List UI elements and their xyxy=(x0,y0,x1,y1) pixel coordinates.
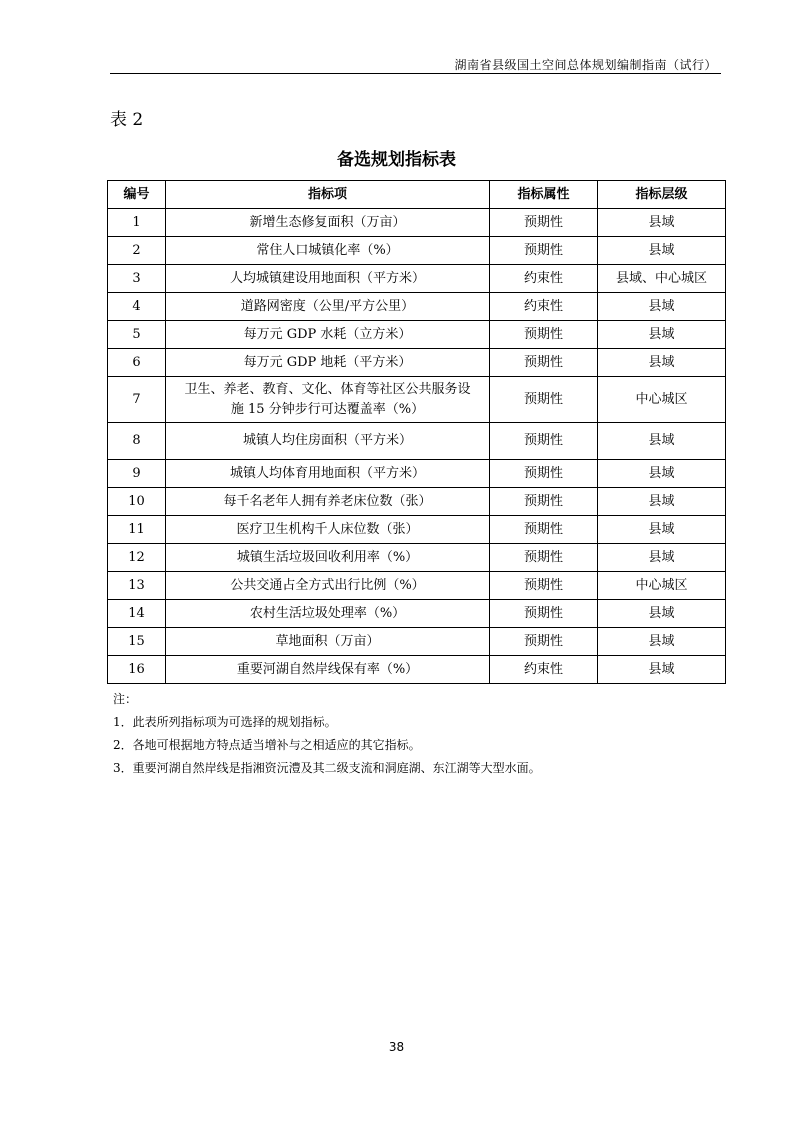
row-number: 5 xyxy=(108,321,166,349)
row-attribute: 预期性 xyxy=(490,237,598,265)
column-header-number: 编号 xyxy=(108,181,166,209)
row-attribute: 预期性 xyxy=(490,488,598,516)
row-item: 重要河湖自然岸线保有率（%） xyxy=(166,656,490,684)
row-item: 每千名老年人拥有养老床位数（张） xyxy=(166,488,490,516)
table-row xyxy=(108,349,726,377)
row-number: 7 xyxy=(108,377,166,423)
table-row xyxy=(108,656,726,684)
row-level: 县域 xyxy=(598,600,726,628)
row-item: 每万元 GDP 地耗（平方米） xyxy=(166,349,490,377)
page-number: 38 xyxy=(388,1040,405,1054)
row-attribute: 预期性 xyxy=(490,572,598,600)
table-row xyxy=(108,293,726,321)
row-number: 2 xyxy=(108,237,166,265)
row-attribute: 约束性 xyxy=(490,265,598,293)
row-level: 县域 xyxy=(598,460,726,488)
table-title: 备选规划指标表 xyxy=(337,150,456,170)
row-number: 3 xyxy=(108,265,166,293)
note-item: 3．重要河湖自然岸线是指湘资沅澧及其二级支流和洞庭湖、东江湖等大型水面。 xyxy=(113,761,541,775)
row-item: 城镇人均住房面积（平方米） xyxy=(166,423,490,460)
row-item: 每万元 GDP 水耗（立方米） xyxy=(166,321,490,349)
row-item xyxy=(166,377,490,423)
row-level: 中心城区 xyxy=(598,572,726,600)
row-number: 16 xyxy=(108,656,166,684)
table-row xyxy=(108,377,726,423)
table-row xyxy=(108,460,726,488)
table-row xyxy=(108,423,726,460)
row-level: 县域 xyxy=(598,516,726,544)
row-level: 中心城区 xyxy=(598,377,726,423)
table-row xyxy=(108,516,726,544)
row-attribute: 预期性 xyxy=(490,349,598,377)
table-row xyxy=(108,600,726,628)
note-item: 1．此表所列指标项为可选择的规划指标。 xyxy=(113,715,337,729)
row-item: 农村生活垃圾处理率（%） xyxy=(166,600,490,628)
column-header-item: 指标项 xyxy=(166,181,490,209)
row-number: 14 xyxy=(108,600,166,628)
table-row xyxy=(108,628,726,656)
row-attribute: 预期性 xyxy=(490,516,598,544)
row-level: 县域 xyxy=(598,237,726,265)
row-item: 城镇生活垃圾回收利用率（%） xyxy=(166,544,490,572)
row-item: 新增生态修复面积（万亩） xyxy=(166,209,490,237)
table-row xyxy=(108,321,726,349)
row-number: 9 xyxy=(108,460,166,488)
notes-heading: 注： xyxy=(113,692,138,706)
row-level: 县域、中心城区 xyxy=(598,265,726,293)
row-item: 城镇人均体育用地面积（平方米） xyxy=(166,460,490,488)
row-number: 15 xyxy=(108,628,166,656)
table-row xyxy=(108,488,726,516)
row-item: 常住人口城镇化率（%） xyxy=(166,237,490,265)
table-row xyxy=(108,209,726,237)
row-number: 4 xyxy=(108,293,166,321)
row-number: 12 xyxy=(108,544,166,572)
table-row xyxy=(108,572,726,600)
row-attribute: 预期性 xyxy=(490,209,598,237)
note-item: 2．各地可根据地方特点适当增补与之相适应的其它指标。 xyxy=(113,738,421,752)
row-item: 草地面积（万亩） xyxy=(166,628,490,656)
row-number: 10 xyxy=(108,488,166,516)
row-attribute: 预期性 xyxy=(490,423,598,460)
running-header: 湖南省县级国土空间总体规划编制指南（试行） xyxy=(454,58,717,72)
row-item: 公共交通占全方式出行比例（%） xyxy=(166,572,490,600)
row-level: 县域 xyxy=(598,209,726,237)
row-level: 县域 xyxy=(598,423,726,460)
row-level: 县域 xyxy=(598,293,726,321)
table-notes xyxy=(113,688,541,780)
row-item: 医疗卫生机构千人床位数（张） xyxy=(166,516,490,544)
row-number: 11 xyxy=(108,516,166,544)
header-rule xyxy=(110,73,721,74)
column-header-level: 指标层级 xyxy=(598,181,726,209)
table-row xyxy=(108,265,726,293)
row-item: 人均城镇建设用地面积（平方米） xyxy=(166,265,490,293)
row-item: 道路网密度（公里/平方公里） xyxy=(166,293,490,321)
row-level: 县域 xyxy=(598,544,726,572)
indicator-table xyxy=(107,180,726,684)
row-level: 县域 xyxy=(598,349,726,377)
row-level: 县域 xyxy=(598,321,726,349)
row-level: 县域 xyxy=(598,656,726,684)
row-attribute: 预期性 xyxy=(490,460,598,488)
table-header-row xyxy=(108,181,726,209)
table-row xyxy=(108,544,726,572)
row-attribute: 预期性 xyxy=(490,321,598,349)
row-attribute: 预期性 xyxy=(490,544,598,572)
row-item-line: 卫生、养老、教育、文化、体育等社区公共服务设 xyxy=(184,381,471,397)
row-attribute: 预期性 xyxy=(490,377,598,423)
table-row xyxy=(108,237,726,265)
row-number: 6 xyxy=(108,349,166,377)
row-attribute: 预期性 xyxy=(490,600,598,628)
row-attribute: 预期性 xyxy=(490,628,598,656)
row-number: 13 xyxy=(108,572,166,600)
row-number: 8 xyxy=(108,423,166,460)
table-label: 表 2 xyxy=(110,110,144,130)
row-item-line: 施 15 分钟步行可达覆盖率（%） xyxy=(230,401,425,417)
row-attribute: 约束性 xyxy=(490,293,598,321)
row-attribute: 约束性 xyxy=(490,656,598,684)
row-level: 县域 xyxy=(598,488,726,516)
column-header-attribute: 指标属性 xyxy=(490,181,598,209)
row-number: 1 xyxy=(108,209,166,237)
row-level: 县域 xyxy=(598,628,726,656)
